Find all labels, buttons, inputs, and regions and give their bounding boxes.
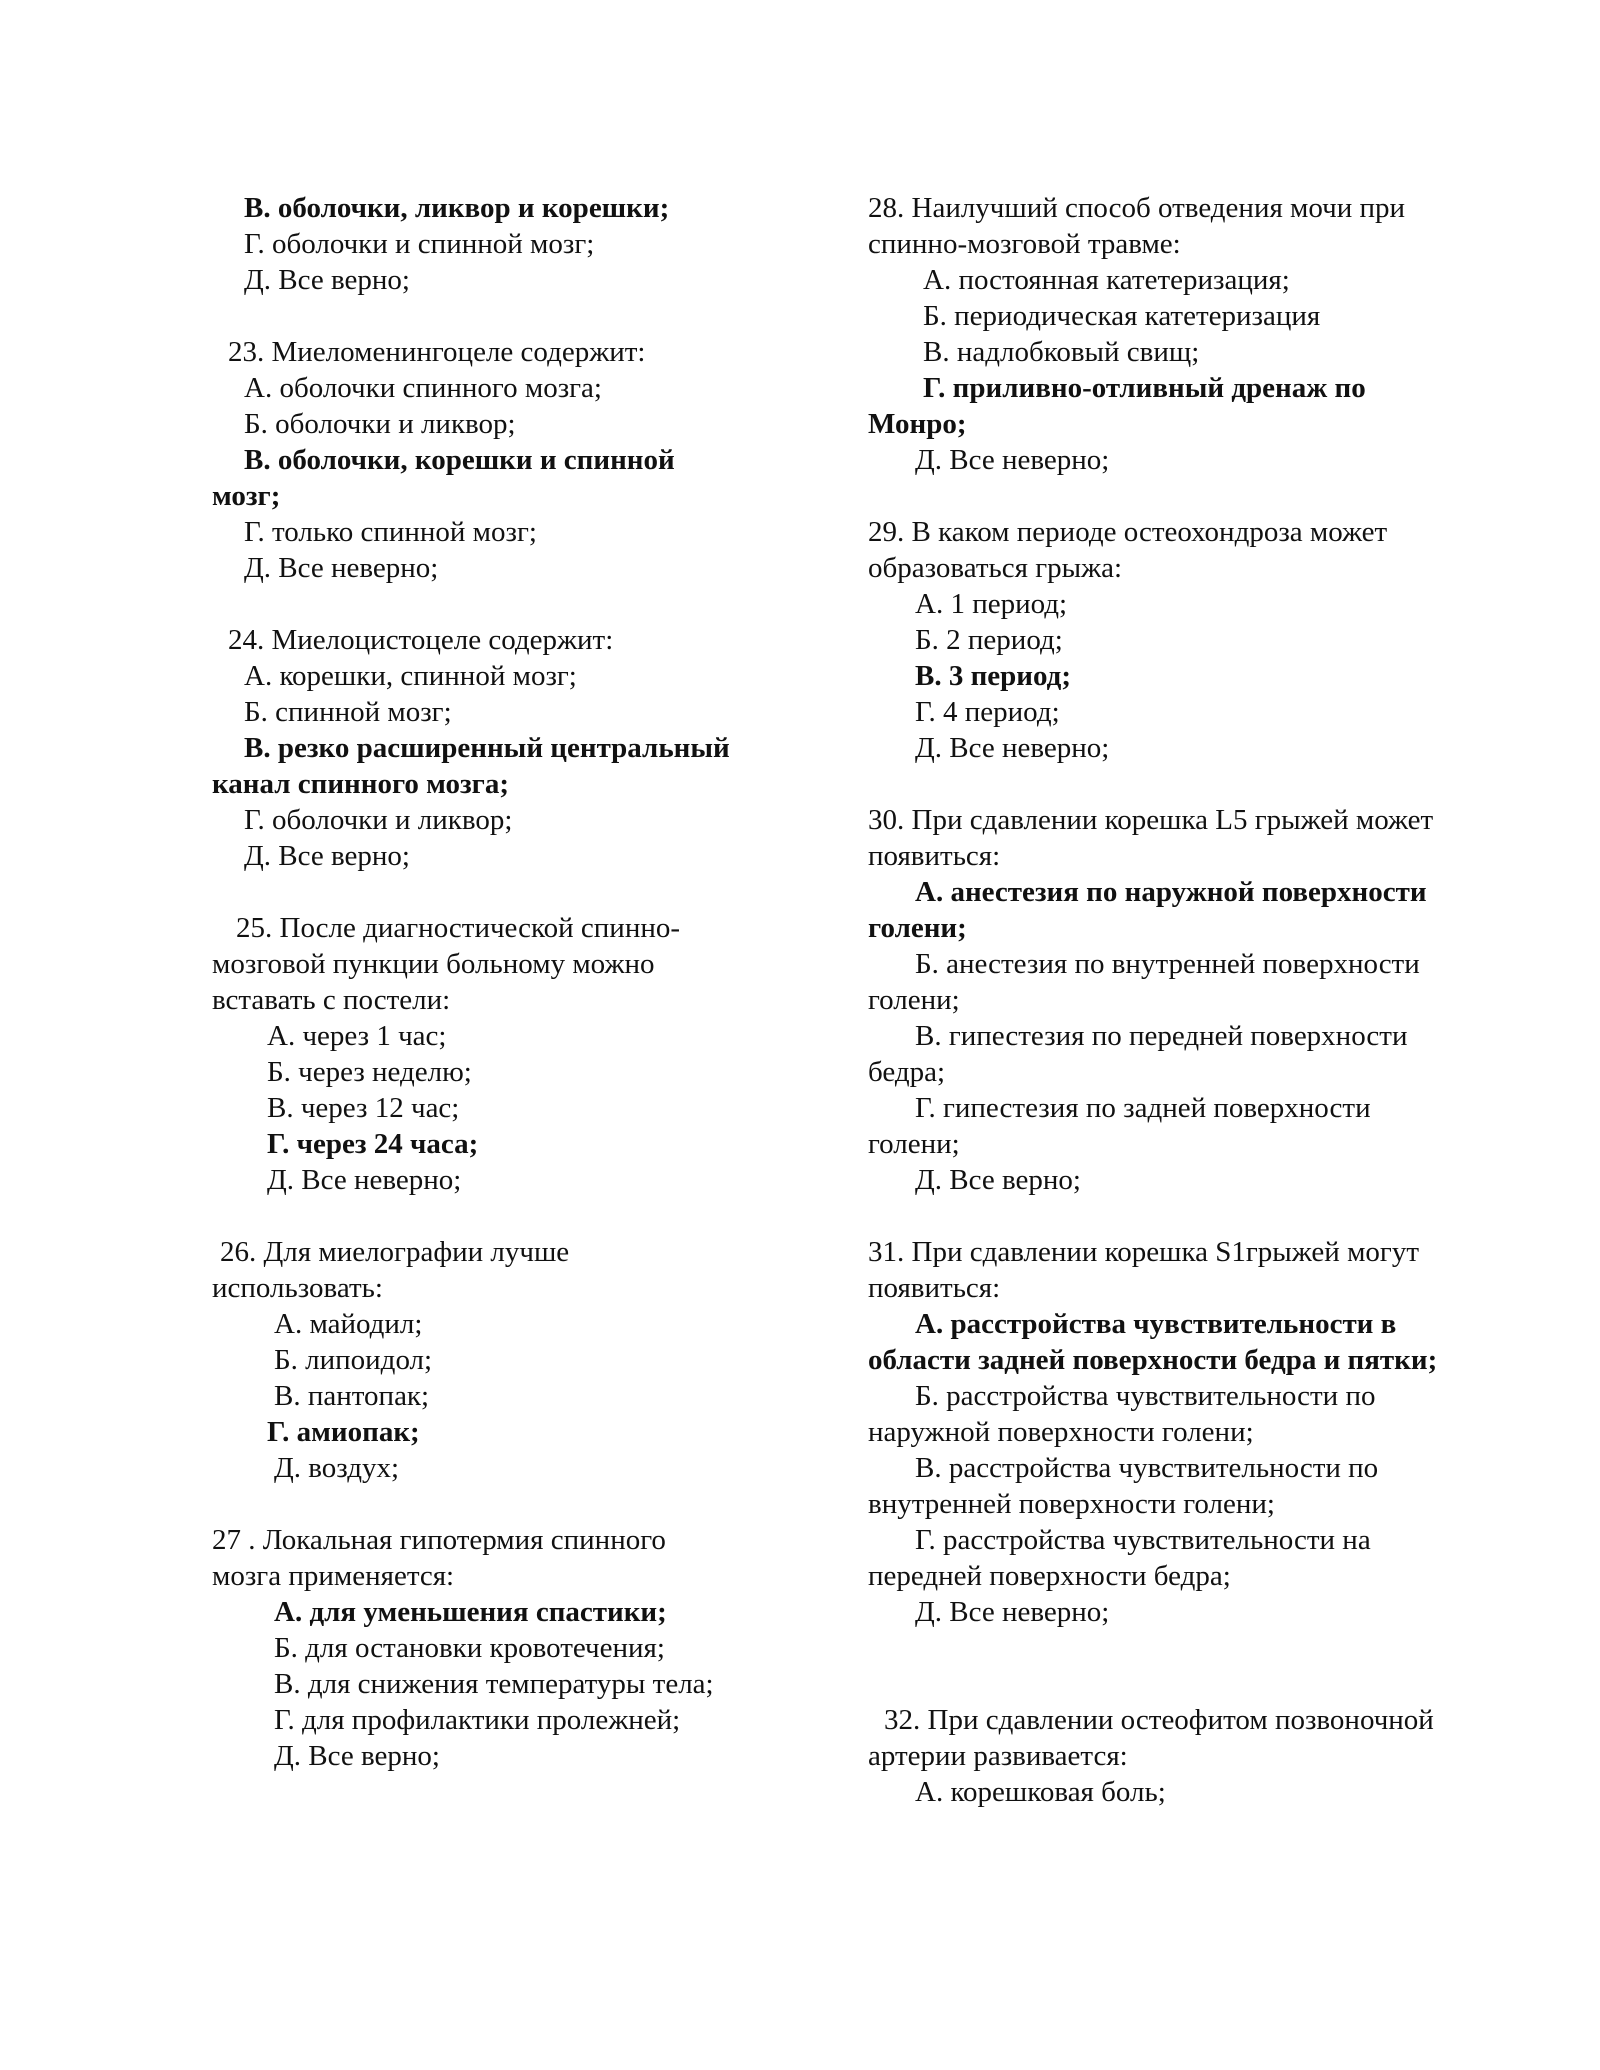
question-31-text: 31. При сдавлении корешка S1грыжей могут bbox=[868, 1236, 1419, 1268]
answer-31-d: Д. Все неверно; bbox=[915, 1596, 1110, 1628]
answer-27-g: Г. для профилактики пролежней; bbox=[274, 1704, 681, 1736]
answer-26-g: Г. амиопак; bbox=[267, 1416, 420, 1448]
answer-22-g: Г. оболочки и спинной мозг; bbox=[244, 228, 595, 260]
question-30-text-2: появиться: bbox=[868, 840, 1001, 872]
question-32-text-2: артерии развивается: bbox=[868, 1740, 1128, 1772]
answer-30-d: Д. Все верно; bbox=[915, 1164, 1081, 1196]
answer-25-a: А. через 1 час; bbox=[267, 1020, 447, 1052]
answer-29-a: А. 1 период; bbox=[915, 588, 1068, 620]
answer-22-d: Д. Все верно; bbox=[244, 264, 410, 296]
answer-28-b: Б. периодическая катетеризация bbox=[923, 300, 1321, 332]
answer-24-b: Б. спинной мозг; bbox=[244, 696, 452, 728]
answer-29-b: Б. 2 период; bbox=[915, 624, 1063, 656]
question-26 bbox=[212, 1234, 792, 1486]
answer-26-b: Б. липоидол; bbox=[274, 1344, 433, 1376]
question-23 bbox=[212, 334, 792, 586]
question-28-text: 28. Наилучший способ отведения мочи при bbox=[868, 192, 1406, 224]
question-23-text: 23. Миеломенингоцеле содержит: bbox=[228, 336, 646, 368]
answer-27-b: Б. для остановки кровотечения; bbox=[274, 1632, 665, 1664]
question-25-text-3: вставать с постели: bbox=[212, 984, 451, 1016]
answer-23-d: Д. Все неверно; bbox=[244, 552, 439, 584]
answer-24-v: В. резко расширенный центральный bbox=[244, 732, 730, 764]
answer-28-g-cont: Монро; bbox=[868, 408, 967, 440]
answer-27-d: Д. Все верно; bbox=[274, 1740, 440, 1772]
answer-28-d: Д. Все неверно; bbox=[915, 444, 1110, 476]
answer-25-d: Д. Все неверно; bbox=[267, 1164, 462, 1196]
answer-31-v: В. расстройства чувствительности по bbox=[915, 1452, 1379, 1484]
question-26-text-2: использовать: bbox=[212, 1272, 383, 1304]
answer-30-v-cont: бедра; bbox=[868, 1056, 946, 1088]
question-25 bbox=[212, 910, 792, 1198]
answer-29-v: В. 3 период; bbox=[915, 660, 1072, 692]
answer-25-v: В. через 12 час; bbox=[267, 1092, 460, 1124]
answer-31-a: А. расстройства чувствительности в bbox=[915, 1308, 1397, 1340]
question-28 bbox=[868, 190, 1508, 478]
question-28-text-2: спинно-мозговой травме: bbox=[868, 228, 1181, 260]
question-31 bbox=[868, 1234, 1508, 1630]
answer-23-a: А. оболочки спинного мозга; bbox=[244, 372, 602, 404]
answer-29-g: Г. 4 период; bbox=[915, 696, 1060, 728]
question-27-text: 27 . Локальная гипотермия спинного bbox=[212, 1524, 666, 1556]
answer-23-g: Г. только спинной мозг; bbox=[244, 516, 537, 548]
answer-31-a-cont: области задней поверхности бедра и пятки; bbox=[868, 1344, 1438, 1376]
answer-31-b: Б. расстройства чувствительности по bbox=[915, 1380, 1376, 1412]
answer-30-b: Б. анестезия по внутренней поверхности bbox=[915, 948, 1420, 980]
answer-28-v: В. надлобковый свищ; bbox=[923, 336, 1200, 368]
question-31-text-2: появиться: bbox=[868, 1272, 1001, 1304]
answer-29-d: Д. Все неверно; bbox=[915, 732, 1110, 764]
answer-31-v-cont: внутренней поверхности голени; bbox=[868, 1488, 1275, 1520]
answer-30-g-cont: голени; bbox=[868, 1128, 960, 1160]
answer-24-d: Д. Все верно; bbox=[244, 840, 410, 872]
answer-26-v: В. пантопак; bbox=[274, 1380, 430, 1412]
answer-30-a-cont: голени; bbox=[868, 912, 967, 944]
answer-25-b: Б. через неделю; bbox=[267, 1056, 472, 1088]
right-column bbox=[868, 190, 1508, 1810]
question-32 bbox=[868, 1702, 1508, 1810]
answer-25-g: Г. через 24 часа; bbox=[267, 1128, 479, 1160]
question-29-text-2: образоваться грыжа: bbox=[868, 552, 1123, 584]
answer-24-v-cont: канал спинного мозга; bbox=[212, 768, 510, 800]
question-22-tail bbox=[212, 190, 792, 298]
question-32-text: 32. При сдавлении остеофитом позвоночной bbox=[884, 1704, 1434, 1736]
answer-30-v: В. гипестезия по передней поверхности bbox=[915, 1020, 1408, 1052]
answer-23-v: В. оболочки, корешки и спинной bbox=[244, 444, 675, 476]
answer-30-a: А. анестезия по наружной поверхности bbox=[915, 876, 1427, 908]
answer-32-a: А. корешковая боль; bbox=[915, 1776, 1166, 1808]
answer-30-b-cont: голени; bbox=[868, 984, 960, 1016]
question-29-text: 29. В каком периоде остеохондроза может bbox=[868, 516, 1388, 548]
answer-24-a: А. корешки, спинной мозг; bbox=[244, 660, 577, 692]
answer-30-g: Г. гипестезия по задней поверхности bbox=[915, 1092, 1371, 1124]
answer-23-b: Б. оболочки и ликвор; bbox=[244, 408, 516, 440]
question-29 bbox=[868, 514, 1508, 766]
answer-26-a: А. майодил; bbox=[274, 1308, 423, 1340]
question-27-text-2: мозга применяется: bbox=[212, 1560, 455, 1592]
answer-31-b-cont: наружной поверхности голени; bbox=[868, 1416, 1254, 1448]
question-25-text-2: мозговой пункции больному можно bbox=[212, 948, 655, 980]
answer-31-g: Г. расстройства чувствительности на bbox=[915, 1524, 1371, 1556]
left-column bbox=[212, 190, 792, 1774]
question-24-text: 24. Миелоцистоцеле содержит: bbox=[228, 624, 614, 656]
answer-26-d: Д. воздух; bbox=[274, 1452, 400, 1484]
question-30 bbox=[868, 802, 1508, 1198]
answer-31-g-cont: передней поверхности бедра; bbox=[868, 1560, 1231, 1592]
answer-28-g: Г. приливно-отливный дренаж по bbox=[923, 372, 1366, 404]
question-27 bbox=[212, 1522, 792, 1774]
answer-22-v: В. оболочки, ликвор и корешки; bbox=[244, 192, 670, 224]
question-30-text: 30. При сдавлении корешка L5 грыжей может bbox=[868, 804, 1434, 836]
question-25-text: 25. После диагностической спинно- bbox=[236, 912, 681, 944]
answer-27-a: А. для уменьшения спастики; bbox=[274, 1596, 667, 1628]
answer-23-v-cont: мозг; bbox=[212, 480, 281, 512]
question-24 bbox=[212, 622, 792, 874]
answer-27-v: В. для снижения температуры тела; bbox=[274, 1668, 714, 1700]
answer-24-g: Г. оболочки и ликвор; bbox=[244, 804, 513, 836]
answer-28-a: А. постоянная катетеризация; bbox=[923, 264, 1290, 296]
question-26-text: 26. Для миелографии лучше bbox=[220, 1236, 570, 1268]
